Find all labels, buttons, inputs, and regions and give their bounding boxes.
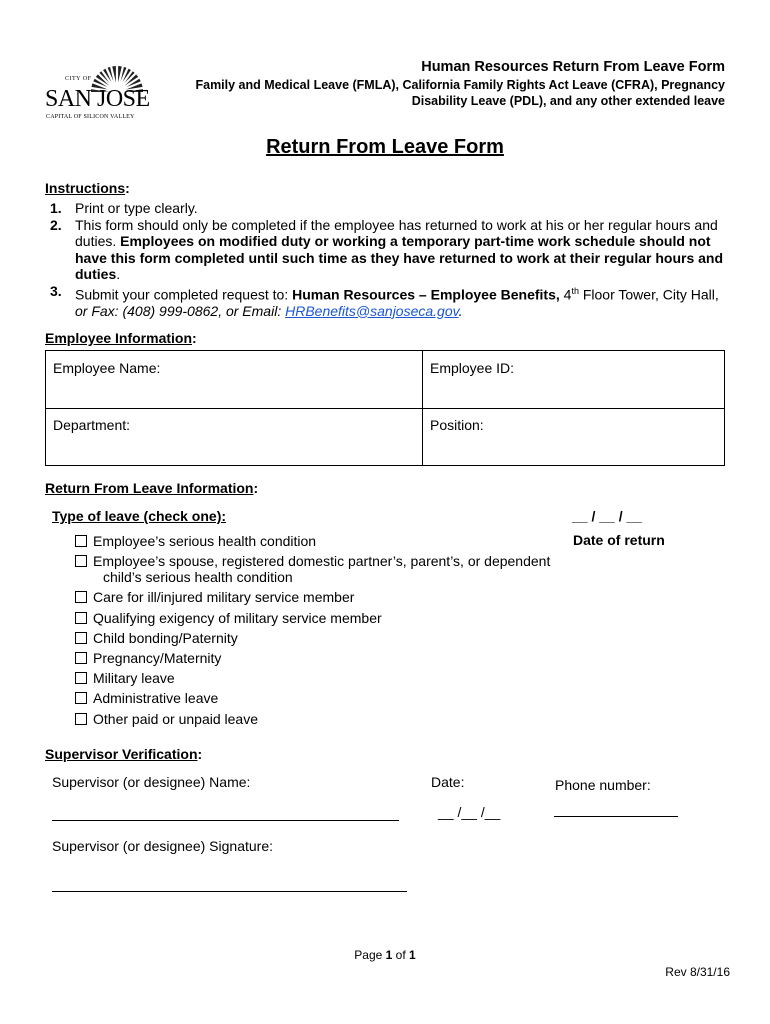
logo-tagline: CAPITAL OF SILICON VALLEY (46, 114, 135, 120)
leave-option-label: Qualifying exigency of military service member (93, 609, 382, 626)
checkbox[interactable] (75, 535, 87, 547)
header-subtitle-line1: Family and Medical Leave (FMLA), California Family Rights Act Leave (CFRA), Pregnancy (195, 78, 725, 92)
submit-destination: Human Resources – Employee Benefits, (292, 286, 560, 303)
leave-option-pregnancy[interactable] (75, 648, 565, 668)
leave-option-military-exigency[interactable] (75, 608, 565, 628)
return-info-heading-colon: : (253, 480, 259, 496)
checkbox[interactable] (75, 612, 87, 624)
leave-option-military-care[interactable] (75, 587, 565, 607)
leave-option-military-leave[interactable] (75, 668, 565, 688)
employee-info-heading-text: Employee Information (45, 330, 193, 346)
employee-name-field[interactable]: Employee Name: (53, 360, 161, 376)
supervisor-signature-label: Supervisor (or designee) Signature: (52, 838, 274, 854)
instruction-item (45, 217, 735, 283)
leave-option-label: Employee’s serious health condition (93, 533, 317, 549)
department-field[interactable]: Department: (53, 417, 131, 433)
instruction-item (45, 283, 735, 320)
revision-date: Rev 8/31/16 (665, 965, 730, 979)
supervisor-name-label: Supervisor (or designee) Name: (52, 774, 251, 790)
leave-type-list (75, 531, 565, 729)
leave-option-label: Other paid or unpaid leave (93, 710, 258, 727)
leave-option-label: Military leave (93, 670, 175, 687)
leave-option-label: Child bonding/Paternity (93, 629, 238, 646)
instruction-bold-text: Employees on modified duty or working a temporary part-time work schedule should not have this form completed until such time as they have returned to work at their regular hours and duties (75, 233, 724, 282)
instruction-end: . (458, 302, 463, 319)
instructions-heading-colon: : (125, 180, 130, 196)
header-subtitle (195, 77, 725, 109)
supervisor-date-label: Date: (431, 774, 465, 790)
header-subtitle-line2: Disability Leave (PDL), and any other extended leave (411, 94, 725, 108)
instructions-heading (45, 180, 130, 197)
checkbox[interactable] (75, 692, 87, 704)
page-current: 1 (385, 948, 393, 962)
leave-option-label: Administrative leave (93, 690, 219, 707)
leave-option-child-bonding[interactable] (75, 628, 565, 648)
fax-text: or Fax: (408) 999-0862, or Email: (75, 302, 286, 319)
table-divider (46, 408, 724, 409)
checkbox[interactable] (75, 591, 87, 603)
employee-id-field[interactable]: Employee ID: (430, 360, 515, 376)
return-info-heading-text: Return From Leave Information (45, 480, 254, 496)
checkbox[interactable] (75, 652, 87, 664)
leave-option-label-continued: child’s serious health condition (103, 569, 293, 586)
instructions-heading-text: Instructions (45, 180, 126, 196)
instruction-number: 3. (50, 282, 62, 299)
page-prefix: Page (354, 948, 386, 962)
phone-number-field[interactable] (554, 816, 678, 817)
supervisor-heading (45, 746, 202, 762)
location-text: Floor Tower, City Hall, (578, 286, 719, 303)
employee-info-table (45, 350, 725, 466)
instruction-end: . (116, 266, 121, 282)
leave-option-administrative[interactable] (75, 688, 565, 708)
supervisor-signature-field[interactable] (52, 891, 407, 892)
checkbox[interactable] (75, 632, 87, 644)
page-number (0, 948, 770, 962)
checkbox[interactable] (75, 713, 87, 725)
position-field[interactable]: Position: (430, 417, 484, 433)
leave-option-family-health[interactable] (75, 551, 565, 585)
employee-info-heading (45, 330, 197, 346)
email-link[interactable]: HRBenefits@sanjoseca.gov (285, 302, 459, 319)
leave-option-serious-health[interactable] (75, 531, 565, 551)
return-date-label: Date of return (573, 532, 665, 548)
form-title: Return From Leave Form (266, 136, 504, 158)
supervisor-heading-text: Supervisor Verification (45, 746, 198, 762)
page-of: of (392, 948, 410, 962)
return-info-heading (45, 480, 258, 496)
instruction-text: Print or type clearly. (75, 200, 198, 216)
checkbox[interactable] (75, 555, 87, 567)
instructions-list (45, 200, 735, 319)
employee-info-heading-colon: : (192, 330, 197, 346)
instruction-item (45, 200, 735, 217)
leave-type-heading: Type of leave (check one): (52, 508, 227, 524)
logo-city-of: CITY OF (65, 76, 92, 82)
supervisor-date-field[interactable]: __ /__ /__ (438, 804, 501, 820)
instruction-text: Submit your completed request to: (75, 286, 293, 303)
leave-option-label: Employee’s spouse, registered domestic partner’s, parent’s, or dependent (93, 553, 551, 570)
leave-option-label: Care for ill/injured military service member (93, 589, 355, 606)
instruction-number: 1. (50, 200, 62, 216)
instruction-text: This form should only be completed if the employee has returned to work at his or her regular hours and duties. (75, 216, 718, 249)
instruction-number: 2. (50, 216, 62, 233)
floor-superscript: th (571, 285, 579, 296)
supervisor-heading-colon: : (197, 746, 203, 762)
supervisor-name-field[interactable] (52, 820, 399, 821)
phone-number-label: Phone number: (555, 777, 651, 793)
return-date-field[interactable]: __ / __ / __ (572, 508, 643, 524)
logo-name: SAN JOSE (45, 86, 150, 112)
floor-text: 4 (559, 286, 572, 303)
leave-option-label: Pregnancy/Maternity (93, 650, 222, 667)
checkbox[interactable] (75, 672, 87, 684)
page-total: 1 (409, 948, 416, 962)
city-logo (45, 58, 157, 124)
leave-option-other[interactable] (75, 709, 565, 729)
header-title: Human Resources Return From Leave Form (421, 59, 725, 75)
